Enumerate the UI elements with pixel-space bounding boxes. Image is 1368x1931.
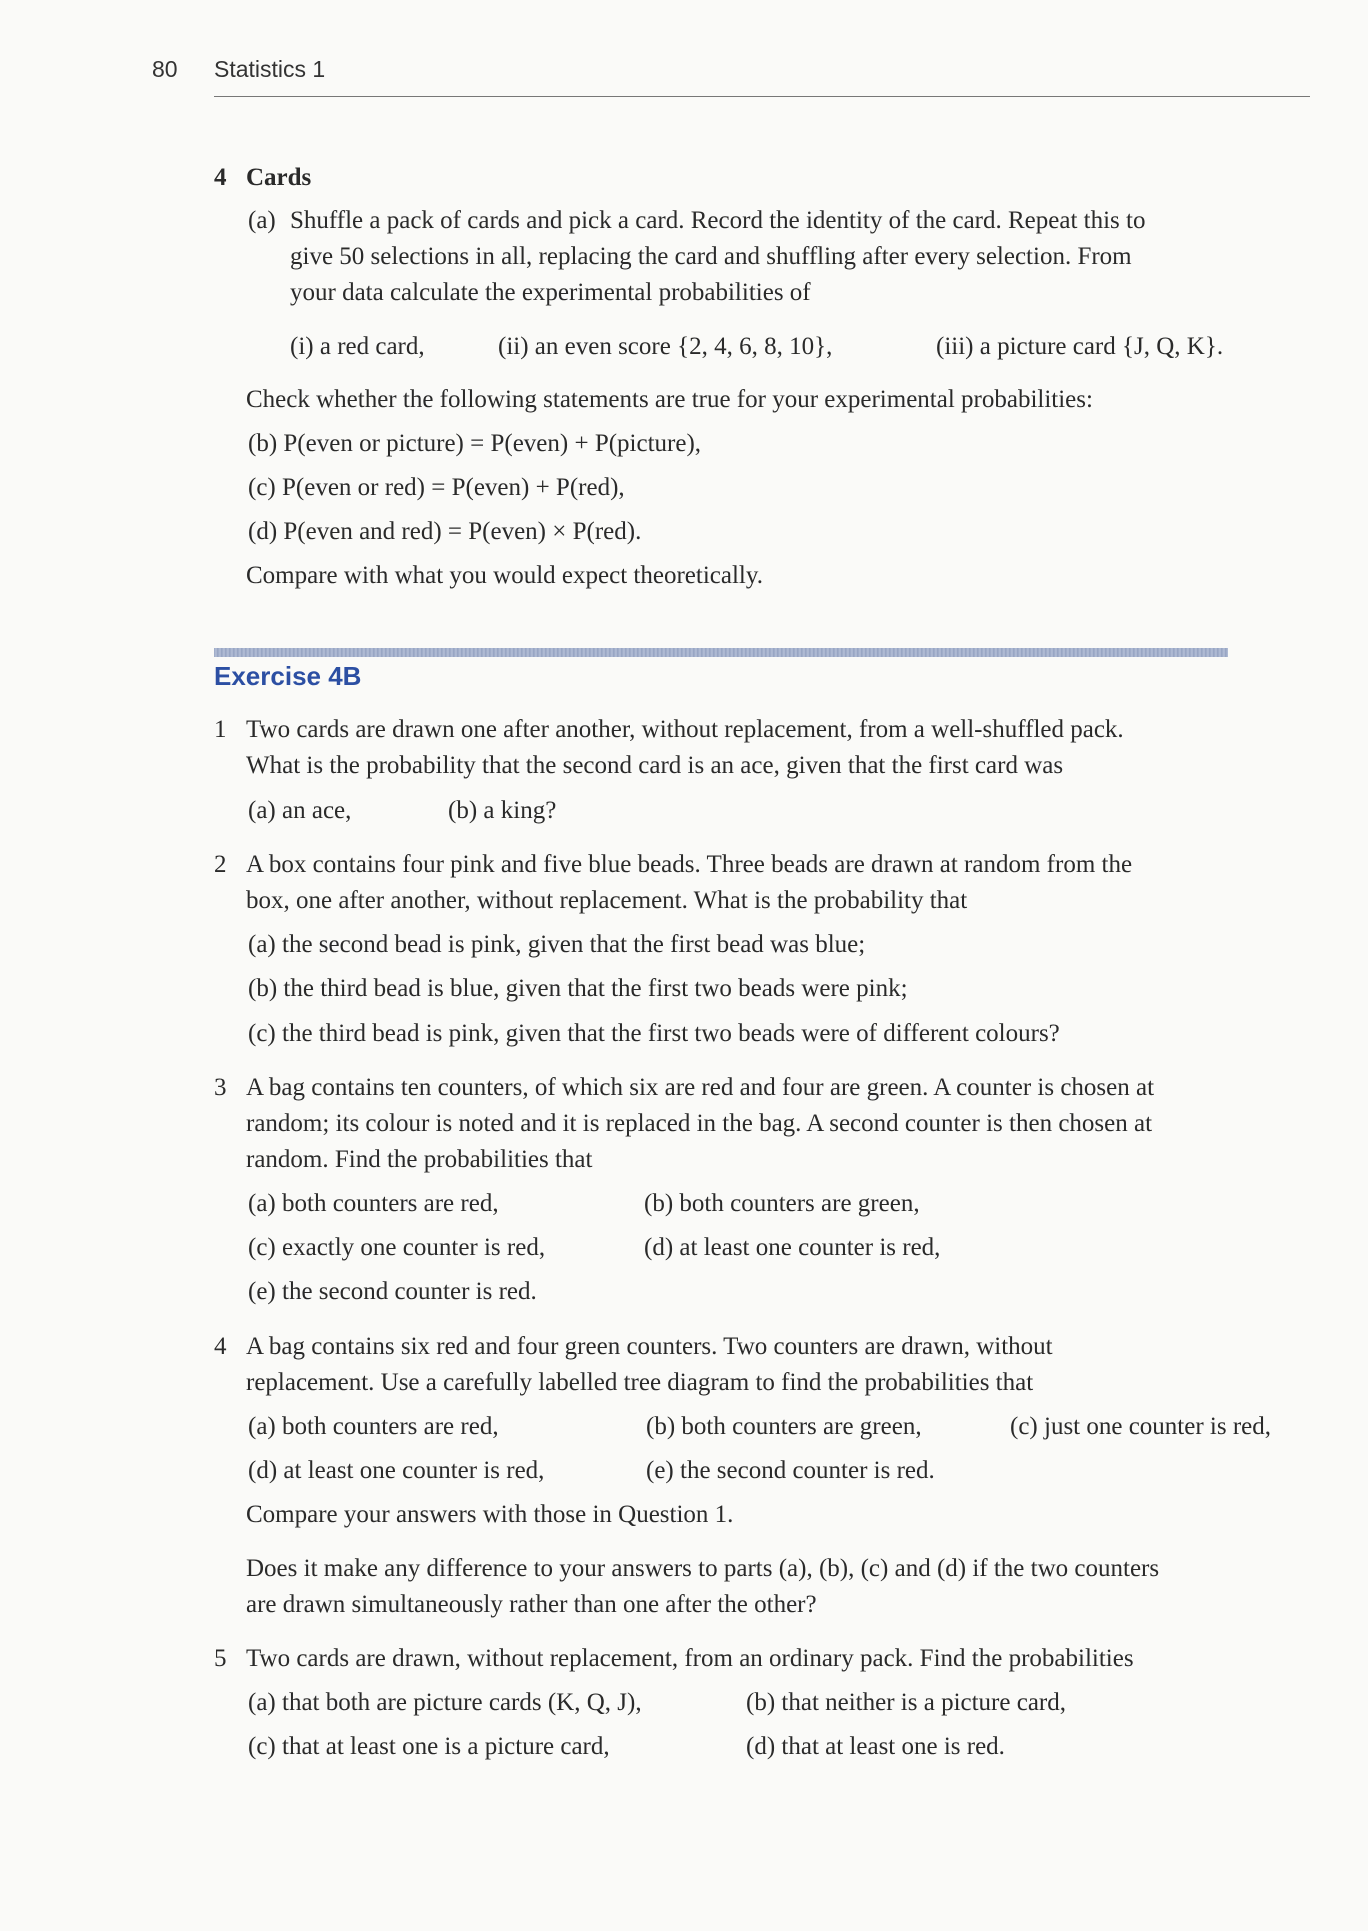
answer-part-a: (a) that both are picture cards (K, Q, J), — [248, 1689, 642, 1716]
answer-part-c: (c) that at least one is a picture card, — [248, 1733, 610, 1760]
answer-part-e: (e) the second counter is red. — [248, 1278, 537, 1305]
answer-part-a: (a) both counters are red, — [248, 1413, 499, 1440]
question-text-line: random; its colour is noted and it is replaced in the bag. A second counter is then chosen at — [246, 1110, 1153, 1137]
question-text-line: A box contains four pink and five blue beads. Three beads are drawn at random from the — [246, 851, 1133, 878]
question-text-line: box, one after another, without replacement. What is the probability that — [246, 887, 968, 914]
answer-part-b: (b) that neither is a picture card, — [746, 1689, 1066, 1716]
question-text-line: Does it make any difference to your answers to parts (a), (b), (c) and (d) if the two counters — [246, 1555, 1160, 1582]
part-d: (d) P(even and red) = P(even) × P(red). — [248, 518, 642, 545]
activity-number: 4 — [214, 164, 227, 191]
sub-item-i: (i) a red card, — [290, 333, 425, 360]
header-rule — [214, 96, 1310, 97]
question-number: 4 — [214, 1333, 227, 1360]
exercise-divider-bar — [214, 648, 1228, 657]
activity-title: Cards — [246, 164, 312, 191]
question-number: 2 — [214, 851, 227, 878]
sub-item-iii: (iii) a picture card {J, Q, K}. — [936, 333, 1224, 360]
answer-part-a: (a) the second bead is pink, given that the first bead was blue; — [248, 931, 866, 958]
answer-part-c: (c) just one counter is red, — [1010, 1413, 1272, 1440]
check-statement: Check whether the following statements are true for your experimental probabilities: — [246, 386, 1093, 413]
answer-part-b: (b) the third bead is blue, given that the first two beads were pink; — [248, 975, 908, 1002]
sub-item-ii: (ii) an even score {2, 4, 6, 8, 10}, — [498, 333, 833, 360]
answer-part-b: (b) both counters are green, — [644, 1190, 920, 1217]
answer-part-b: (b) both counters are green, — [646, 1413, 922, 1440]
question-number: 3 — [214, 1074, 227, 1101]
answer-part-d: (d) that at least one is red. — [746, 1733, 1005, 1760]
answer-part-c: (c) the third bead is pink, given that the first two beads were of different colours? — [248, 1020, 1060, 1047]
running-title: Statistics 1 — [214, 56, 326, 82]
answer-part-c: (c) exactly one counter is red, — [248, 1234, 546, 1261]
page-number: 80 — [152, 56, 178, 82]
question-text-line: replacement. Use a carefully labelled tree diagram to find the probabilities that — [246, 1369, 1034, 1396]
part-a-line-2: give 50 selections in all, replacing the card and shuffling after every selection. From — [290, 243, 1132, 270]
answer-part-a: (a) an ace, — [248, 797, 352, 824]
question-text-line: A bag contains six red and four green counters. Two counters are drawn, without — [246, 1333, 1053, 1360]
answer-part-d: (d) at least one counter is red, — [644, 1234, 941, 1261]
part-b: (b) P(even or picture) = P(even) + P(picture), — [248, 430, 702, 457]
question-text-line: random. Find the probabilities that — [246, 1146, 593, 1173]
answer-part-a: (a) both counters are red, — [248, 1190, 499, 1217]
answer-part-b: (b) a king? — [448, 797, 557, 824]
compare-statement: Compare with what you would expect theoretically. — [246, 562, 763, 589]
question-text-line: A bag contains ten counters, of which six are red and four are green. A counter is chosen at — [246, 1074, 1155, 1101]
question-text-line: What is the probability that the second card is an ace, given that the first card was — [246, 752, 1064, 779]
part-c: (c) P(even or red) = P(even) + P(red), — [248, 474, 625, 501]
question-number: 5 — [214, 1645, 227, 1672]
compare-statement: Compare your answers with those in Question 1. — [246, 1501, 734, 1528]
question-number: 1 — [214, 716, 227, 743]
part-a-label: (a) — [248, 207, 276, 234]
answer-part-d: (d) at least one counter is red, — [248, 1457, 545, 1484]
part-a-line-1: Shuffle a pack of cards and pick a card. Record the identity of the card. Repeat this to — [290, 207, 1146, 234]
question-text-line: Two cards are drawn one after another, without replacement, from a well-shuffled pack. — [246, 716, 1124, 743]
exercise-title: Exercise 4B — [214, 661, 362, 691]
question-text-line: Two cards are drawn, without replacement, from an ordinary pack. Find the probabilities — [246, 1645, 1134, 1672]
question-text-line: are drawn simultaneously rather than one after the other? — [246, 1591, 817, 1618]
answer-part-e: (e) the second counter is red. — [646, 1457, 935, 1484]
part-a-line-3: your data calculate the experimental probabilities of — [290, 279, 811, 306]
